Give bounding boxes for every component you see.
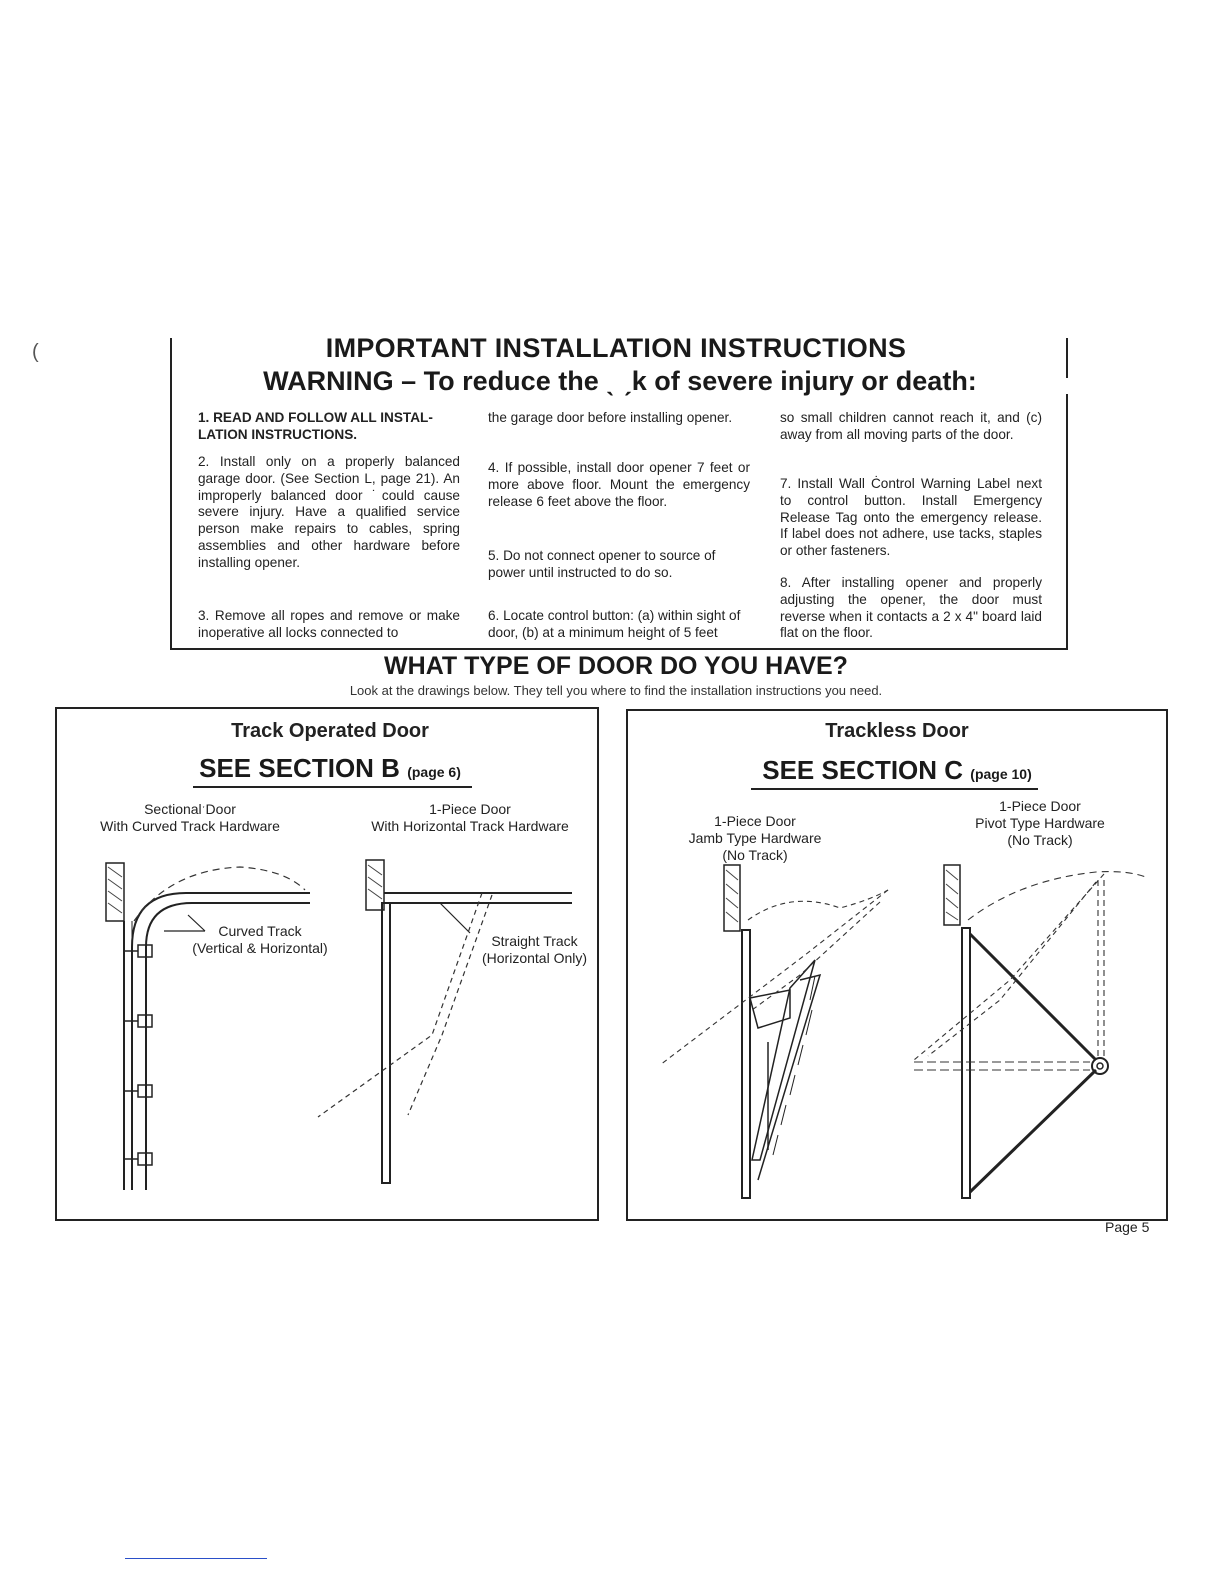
section-b-label: SEE SECTION B [199,753,400,783]
pivot-type-label: 1-Piece Door Pivot Type Hardware (No Track) [975,798,1105,848]
margin-mark: ( [32,341,39,363]
track-operated-door-title: Track Operated Door [231,720,429,742]
one-piece-horizontal-label: 1-Piece Door With Horizontal Track Hardware [371,801,569,834]
instructions-column-1 [198,410,460,645]
footer-rule [125,1558,267,1559]
instructions-title: IMPORTANT INSTALLATION INSTRUCTIONS [325,333,907,363]
section-b-page: (page 6) [407,764,461,780]
see-section-b [130,753,530,784]
trackless-door-title: Trackless Door [825,720,969,742]
jamb-type-label: 1-Piece Door Jamb Type Hardware (No Track) [688,813,822,863]
section-c-underline [751,788,1038,790]
sectional-door-label: SectionalˑDoor With Curved Track Hardware [100,801,280,834]
instruction-item-8: 8. After installing opener and properly adjusting the opener, the door must reverse when it contacts a 2 x 4" board laid flat on the floor. [780,575,1042,641]
instruction-item-6-cont: so small children cannot reach it, and (c) away from all moving parts of the door. [780,410,1042,442]
instruction-item-3-cont: the garage door before installing opener. [488,410,733,425]
sectional-door-diagram [100,855,330,1195]
instructions-column-3 [780,410,1042,645]
instructions-column-2 [488,410,750,645]
instruction-item-7: 7. Install Wall Ċontrol Warning Label next to control button. Install Emergency Release Tag onto the emergency release. If label does not adhere, use tacks, staples or other fasteners. [780,476,1042,559]
warning-heading: WARNING – To reduce the ˎ ˏk of severe injury or death: [263,366,977,396]
see-section-c [697,755,1097,786]
jamb-type-door-diagram [640,860,900,1200]
section-c-label: SEE SECTION C [762,755,964,785]
straight-track-callout: Straight Track (Horizontal Only) [481,933,588,966]
door-type-subtitle: Look at the drawings below. They tell you where to find the installation instructions you need. [349,683,883,698]
instruction-item-5: 5. Do not connect opener to source of power until instructed to do so. [488,548,716,580]
section-c-page: (page 10) [970,766,1032,782]
instruction-item-6: 6. Locate control button: (a) within sight of door, (b) at a minimum height of 5 feet [488,608,741,640]
section-b-underline [193,786,472,788]
curved-track-callout: Curved Track (Vertical & Horizontal) [192,923,328,956]
instruction-item-2: 2. Install only on a properly balanced garage door. (See Section L, page 21). An improperly balanced door ˙could cause severe injury. Have a qualified service person make repairs to cables, spring assemblies and other hardware before installing opener. [198,454,460,570]
instruction-item-3: 3. Remove all ropes and remove or make inoperative all locks connected to [198,608,460,640]
page-number: Page 5 [1105,1219,1150,1235]
instruction-item-4: 4. If possible, install door opener 7 feet or more above floor. Mount the emergency release 6 feet above the floor. [488,460,750,509]
door-type-title: WHAT TYPE OF DOOR DO YOU HAVE? [384,652,848,680]
instruction-item-1: 1. READ AND FOLLOW ALL INSTAL- LATION INSTRUCTIONS. [198,410,433,442]
pivot-type-door-diagram [900,860,1160,1200]
horizontal-track-door-diagram [360,855,590,1195]
